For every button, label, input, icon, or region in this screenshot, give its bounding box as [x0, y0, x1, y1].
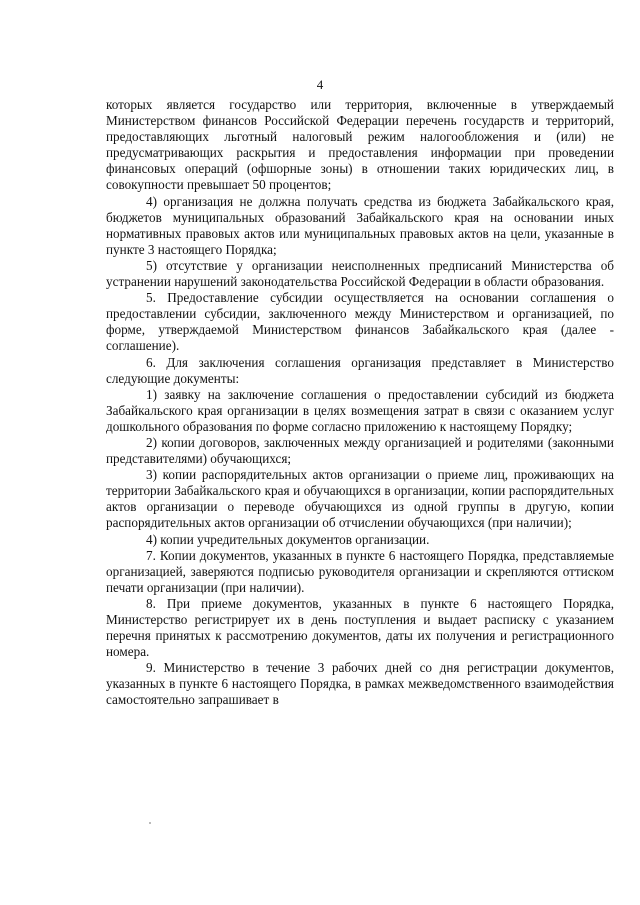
scan-speck	[149, 822, 151, 824]
paragraph-clause-5: 5. Предоставление субсидии осуществляется на основании соглашения о предоставлении субсидии, заключенного между Министерством и организацией, по форме, утверждаемой Министерством финансов Забайкальского края (далее - соглашение).	[106, 290, 614, 354]
paragraph-item-5: 5) отсутствие у организации неисполненных предписаний Министерства об устранении нарушений законодательства Российской Федерации в области образования.	[106, 257, 614, 290]
paragraph-clause-8: 8. При приеме документов, указанных в пункте 6 настоящего Порядка, Министерство регистрирует их в день поступления и выдает расписку с указанием перечня принятых к рассмотрению документов, даты их получения и регистрационного номера.	[106, 595, 614, 660]
document-body	[106, 97, 614, 709]
paragraph-clause-6: 6. Для заключения соглашения организация представляет в Министерство следующие документы:	[106, 354, 614, 386]
page-number: 4	[316, 77, 324, 92]
paragraph-continuation: которых является государство или территория, включенные в утверждаемый Министерством финансов Российской Федерации перечень государств и территорий, предоставляющих льготный налоговый режим налогообложения и (или) не предусматривающих раскрытия и предоставления информации при проведении финансовых операций (офшорные зоны) в отношении таких юридических лиц, в совокупности превышает 50 процентов;	[106, 97, 614, 193]
paragraph-item-4: 4) организация не должна получать средства из бюджета Забайкальского края, бюджетов муниципальных образований Забайкальского края на основании иных нормативных правовых актов или муниципальных правовых актов на цели, указанные в пункте 3 настоящего Порядка;	[106, 193, 614, 257]
paragraph-clause-6-item-4: 4) копии учредительных документов организации.	[146, 531, 430, 547]
paragraph-clause-6-item-3: 3) копии распорядительных актов организации о приеме лиц, проживающих на территории Забайкальского края и обучающихся в организации, копии распорядительных актов организации о переводе обучающихся из одной группы в другую, копии распорядительных актов организации об отчислении обучающихся (при наличии);	[106, 467, 614, 531]
paragraph-clause-6-item-1: 1) заявку на заключение соглашения о предоставлении субсидий из бюджета Забайкальского края организации в целях возмещения затрат в связи с оказанием услуг дошкольного образования по форме согласно приложению к настоящему Порядку;	[106, 386, 614, 434]
paragraph-clause-6-item-2: 2) копии договоров, заключенных между организацией и родителями (законными представителями) обучающихся;	[106, 434, 614, 467]
paragraph-clause-7: 7. Копии документов, указанных в пункте 6 настоящего Порядка, представляемые организацией, заверяются подписью руководителя организации и скрепляются оттиском печати организации (при наличии).	[106, 547, 614, 595]
paragraph-clause-9: 9. Министерство в течение 3 рабочих дней со дня регистрации документов, указанных в пункте 6 настоящего Порядка, в рамках межведомственного взаимодействия самостоятельно запрашивает в	[106, 660, 614, 708]
